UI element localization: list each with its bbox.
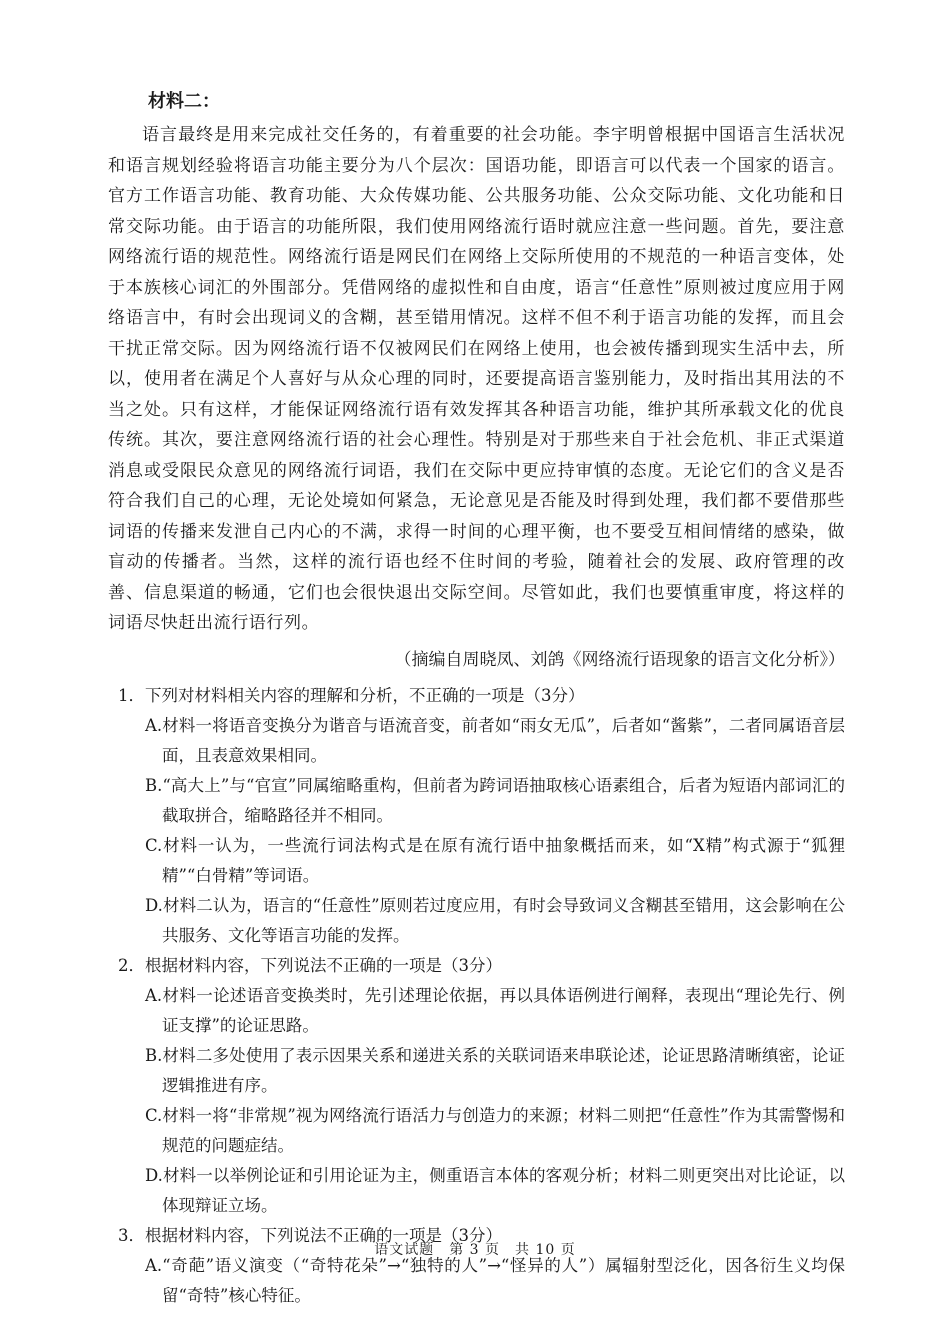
option-c: C.材料一将“非常规”视为网络流行语活力与创造力的来源；材料二则把“任意性”作为其需警惕和规范的问题症结。 [145, 1105, 845, 1155]
question-stem: 1．下列对材料相关内容的理解和分析，不正确的一项是（3分） [118, 685, 585, 705]
option-b: B.材料二多处使用了表示因果关系和递进关系的关联词语来串联论述，论证思路清晰缜密，论证逻辑推进有序。 [145, 1045, 845, 1095]
section-heading: 材料二： [148, 91, 220, 112]
passage-text: 语言最终是用来完成社交任务的，有着重要的社会功能。李宇明曾根据中国语言生活状况和语言规划经验将语言功能主要分为八个层次：国语功能，即语言可以代表一个国家的语言。官方工作语言功能、教育功能、大众传媒功能、公共服务功能、公众交际功能、文化功能和日常交际功能。由于语言的功能所限，我们使用网络流行语时就应注意一些问题。首先，要注意网络流行语的规范性。网络流行语是网民们在网络上交际所使用的不规范的一种语言变体，处于本族核心词汇的外围部分。凭借网络的虚拟性和自由度，语言“任意性”原则被过度应用于网络语言中，有时会出现词义的含糊，甚至错用情况。这样不但不利于语言功能的发挥，而且会干扰正常交际。因为网络流行语不仅被网民们在网络上使用，也会被传播到现实生活中去，所以，使用者在满足个人喜好与从众心理的同时，还要提高语言鉴别能力，及时指出其用法的不当之处。只有这样，才能保证网络流行语有效发挥其各种语言功能，维护其所承载文化的优良传统。其次，要注意网络流行语的社会心理性。特别是对于那些来自于社会危机、非正式渠道消息或受限民众意见的网络流行词语，我们在交际中更应持审慎的态度。无论它们的含义是否符合我们自己的心理，无论处境如何紧急，无论意见是否能及时得到处理，我们都不要借那些词语的传播来发泄自己内心的不满，求得一时间的心理平衡，也不要受互相间情绪的感染，做盲动的传播者。当然，这样的流行语也经不住时间的考验，随着社会的发展、政府管理的改善、信息渠道的畅通，它们也会很快退出交际空间。尽管如此，我们也要慎重审度，将这样的词语尽快赶出流行语行列。 [108, 125, 845, 633]
option-b: B.“高大上”与“官宣”同属缩略重构，但前者为跨词语抽取核心语素组合，后者为短语内部词汇的截取拼合，缩略路径并不相同。 [145, 775, 845, 825]
question-stem: 2．根据材料内容，下列说法不正确的一项是（3分） [118, 955, 502, 975]
question-3 [108, 1221, 845, 1311]
question-stem: 3．根据材料内容，下列说法不正确的一项是（3分） [118, 1225, 502, 1245]
option-c: C.材料一认为，一些流行词法构式是在原有流行语中抽象概括而来，如“X精”构式源于“狐狸精”“白骨精”等词语。 [145, 835, 845, 885]
option-a: A.材料一将语音变换分为谐音与语流音变，前者如“雨女无瓜”，后者如“酱紫”，二者同属语音层面，且表意效果相同。 [145, 715, 845, 765]
page-footer: 语文试题 第 3 页 共 10 页 [374, 1242, 576, 1258]
option-d: D.材料一以举例论证和引用论证为主，侧重语言本体的客观分析；材料二则更突出对比论证，以体现辩证立场。 [145, 1165, 845, 1215]
option-d: D.材料二认为，语言的“任意性”原则若过度应用，有时会导致词义含糊甚至错用，这会影响在公共服务、文化等语言功能的发挥。 [145, 895, 845, 945]
question-1 [108, 681, 845, 951]
option-a: A.材料一论述语音变换类时，先引述理论依据，再以具体语例进行阐释，表现出“理论先行、例证支撑”的论证思路。 [145, 985, 845, 1035]
question-2 [108, 951, 845, 1221]
source-citation: （摘编自周晓凤、刘鸽《网络流行语现象的语言文化分析》） [394, 649, 845, 670]
option-a: A.“奇葩”语义演变（“奇特花朵”→“独特的人”→“怪异的人”）属辐射型泛化，因各衍生义均保留“奇特”核心特征。 [145, 1255, 845, 1305]
